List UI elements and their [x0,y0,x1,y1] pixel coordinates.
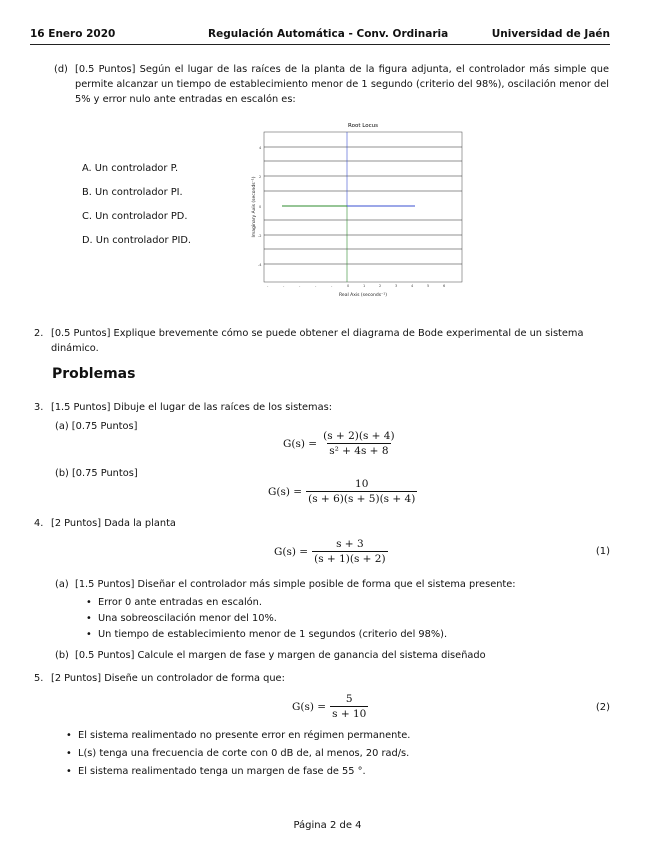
svg-text:3: 3 [395,284,398,288]
q3b-num: 10 [355,478,369,490]
q4-number: 4. [34,518,44,529]
q4a-bullet-3: • Un tiempo de establecimiento menor de 1 segundos (criterio del 98%). [98,629,447,640]
svg-text:-: - [315,284,317,288]
q5-bullet-3: • El sistema realimentado tenga un margen de fase de 55 °. [78,766,366,777]
header-date: 16 Enero 2020 [30,28,116,40]
q4a-bullet-1: • Error 0 ante entradas en escalón. [98,597,262,608]
q5-equation [292,693,368,720]
q5-bullet-2: • L(s) tenga una frecuencia de corte con 0 dB de, al menos, 20 rad/s. [78,748,409,759]
q5-number: 5. [34,673,44,684]
svg-text:0: 0 [259,205,262,209]
header-divider [30,44,610,45]
q5-den: s + 10 [332,708,367,720]
q3a-lhs: G(s) = [283,437,318,450]
q4-den: (s + 1)(s + 2) [314,553,386,565]
x-ticks [267,284,445,288]
section-title: Problemas [52,366,136,382]
q3b-den: (s + 6)(s + 5)(s + 4) [308,493,416,505]
q3b-equation [268,478,417,505]
q3a-den: s² + 4s + 8 [329,445,389,457]
svg-text:0: 0 [347,284,350,288]
svg-text:1: 1 [363,284,366,288]
figure-ylabel: Imaginary Axis (seconds⁻¹) [252,176,257,238]
q3b-label: (b) [0.75 Puntos] [55,468,138,479]
svg-text:-: - [299,284,301,288]
q2-text: [0.5 Puntos] Explique brevemente cómo se puede obtener el diagrama de Bode experimental de un sistema dinámico. [51,328,584,354]
q1d-label: (d) [54,64,68,75]
q5-eq-number: (2) [595,702,610,713]
q4a-bullet-2: • Una sobreoscilación menor del 10%. [98,613,277,624]
svg-text:5: 5 [427,284,430,288]
q4-lhs: G(s) = [274,545,309,558]
q4b-label: (b) [55,650,69,661]
q1d-text: [0.5 Puntos] Según el lugar de las raíces de la planta de la figura adjunta, el controlador más simple que permite alcanzar un tiempo de establecimiento menor de 1 segundo (criterio del 98%), oscilación menor del 5% y error nulo ante entradas en escalón es: [75,64,609,105]
q4a-label: (a) [55,579,69,590]
svg-text:-: - [267,284,269,288]
plot-area [264,132,462,282]
q5-num: 5 [345,693,353,705]
svg-text:-: - [283,284,285,288]
svg-text:-4: -4 [258,263,262,267]
q4-num: s + 3 [336,538,364,550]
q3-text: [1.5 Puntos] Dibuje el lugar de las raíces de los sistemas: [51,402,332,413]
svg-text:2: 2 [379,284,382,288]
page-number: Página 2 de 4 [293,820,362,831]
q1d-option-b: B. Un controlador PI. [82,187,183,198]
q4-equation [274,538,388,565]
svg-text:4: 4 [411,284,414,288]
q5-lhs: G(s) = [292,700,327,713]
q1d-option-c: C. Un controlador PD. [82,211,188,222]
figure-xlabel: Real Axis (seconds⁻¹) [339,293,387,298]
q2-number: 2. [34,328,44,339]
q1d-option-d: D. Un controlador PID. [82,235,192,246]
q3-number: 3. [34,402,44,413]
svg-text:6: 6 [443,284,446,288]
figure-title: Root Locus [348,123,378,129]
header-course: Regulación Automática - Conv. Ordinaria [208,28,449,40]
header-university: Universidad de Jaén [491,28,610,40]
q4-text: [2 Puntos] Dada la planta [51,518,176,529]
q5-text: [2 Puntos] Diseñe un controlador de forma que: [51,673,285,684]
q3a-equation [283,430,397,457]
root-locus-figure [250,118,468,300]
q4-eq-number: (1) [595,546,610,557]
q3b-lhs: G(s) = [268,485,303,498]
svg-text:4: 4 [259,146,262,150]
q3a-label: (a) [0.75 Puntos] [55,421,138,432]
y-ticks [258,146,262,267]
q3a-num: (s + 2)(s + 4) [323,430,395,442]
svg-text:-: - [331,284,333,288]
q1d-option-a: A. Un controlador P. [82,163,179,174]
q4a-text: [1.5 Puntos] Diseñar el controlador más simple posible de forma que el sistema presente: [75,579,516,590]
svg-text:-2: -2 [258,234,262,238]
q4b-text: [0.5 Puntos] Calcule el margen de fase y margen de ganancia del sistema diseñado [75,650,486,661]
svg-text:2: 2 [259,175,262,179]
q5-bullet-1: • El sistema realimentado no presente error en régimen permanente. [78,730,410,741]
